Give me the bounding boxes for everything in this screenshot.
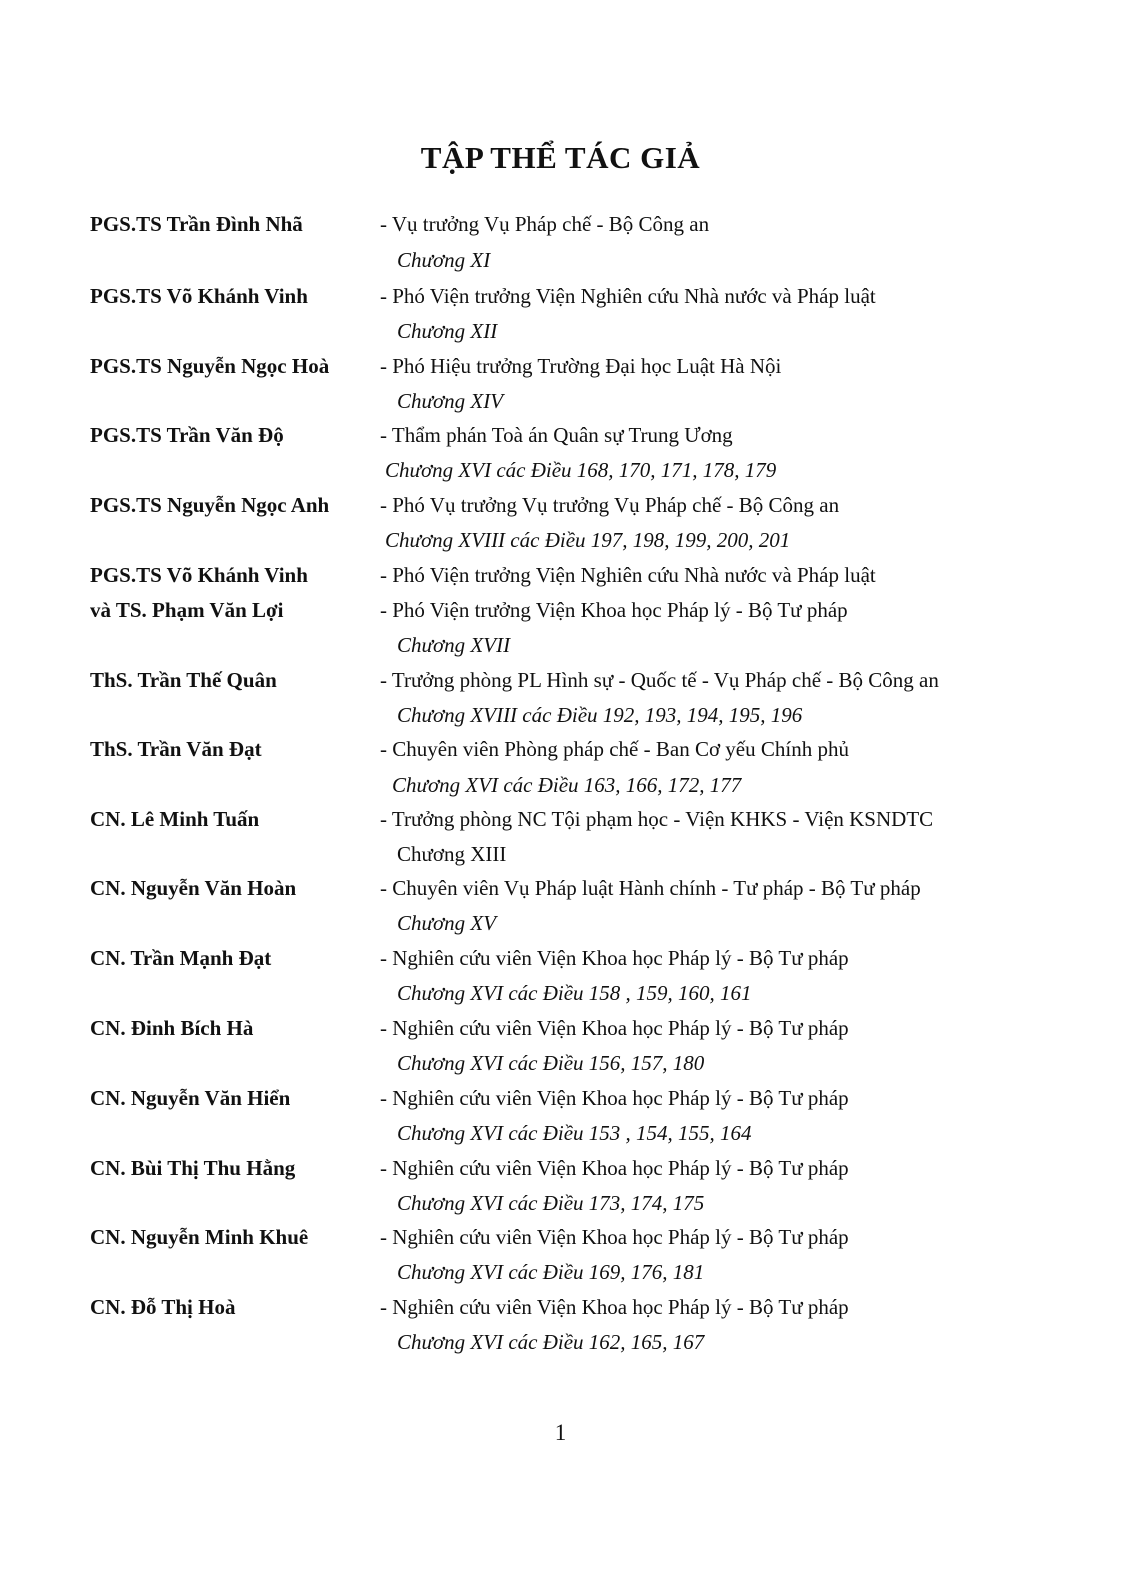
author-role: - Phó Vụ trưởng Vụ trưởng Vụ Pháp chế - Bộ Công an	[380, 493, 840, 517]
author-role: - Vụ trưởng Vụ Pháp chế - Bộ Công an	[380, 212, 710, 236]
author-name: PGS.TS Võ Khánh Vinh	[90, 563, 308, 587]
author-role: - Chuyên viên Vụ Pháp luật Hành chính - Tư pháp - Bộ Tư pháp	[380, 876, 921, 900]
author-name: CN. Trần Mạnh Đạt	[90, 946, 272, 970]
author-name: CN. Bùi Thị Thu Hằng	[90, 1156, 296, 1180]
author-chapter: Chương XI	[397, 248, 491, 272]
author-chapter: Chương XVIII các Điều 192, 193, 194, 195, 196	[397, 703, 803, 727]
author-chapter: Chương XII	[397, 319, 498, 343]
author-name: PGS.TS Trần Đình Nhã	[90, 212, 303, 236]
author-role: - Nghiên cứu viên Viện Khoa học Pháp lý - Bộ Tư pháp	[380, 1086, 849, 1110]
author-chapter: Chương XVI các Điều 163, 166, 172, 177	[392, 773, 742, 797]
author-name: ThS. Trần Thế Quân	[90, 668, 277, 692]
author-name: PGS.TS Nguyễn Ngọc Hoà	[90, 354, 330, 378]
author-role: - Trưởng phòng NC Tội phạm học - Viện KHKS - Viện KSNDTC	[380, 807, 934, 831]
author-chapter: Chương XVI các Điều 153 , 154, 155, 164	[397, 1121, 752, 1145]
author-name: ThS. Trần Văn Đạt	[90, 737, 262, 761]
author-role: - Chuyên viên Phòng pháp chế - Ban Cơ yếu Chính phủ	[380, 737, 849, 761]
author-name: CN. Đinh Bích Hà	[90, 1016, 254, 1040]
author-name: CN. Đỗ Thị Hoà	[90, 1295, 236, 1319]
author-name: PGS.TS Võ Khánh Vinh	[90, 284, 308, 308]
author-chapter: Chương XVIII các Điều 197, 198, 199, 200, 201	[385, 528, 791, 552]
author-chapter: Chương XIII	[397, 842, 507, 866]
author-chapter: Chương XVI các Điều 169, 176, 181	[397, 1260, 705, 1284]
author-chapter: Chương XVI các Điều 162, 165, 167	[397, 1330, 705, 1354]
page-number: 1	[554, 1420, 567, 1445]
author-role: - Nghiên cứu viên Viện Khoa học Pháp lý - Bộ Tư pháp	[380, 1156, 849, 1180]
author-chapter: Chương XVI các Điều 158 , 159, 160, 161	[397, 981, 752, 1005]
author-role: - Phó Viện trưởng Viện Nghiên cứu Nhà nước và Pháp luật	[380, 284, 876, 308]
author-chapter: Chương XV	[397, 911, 497, 935]
author-role: - Nghiên cứu viên Viện Khoa học Pháp lý - Bộ Tư pháp	[380, 1016, 849, 1040]
author-chapter: Chương XIV	[397, 389, 504, 413]
author-role-second: - Phó Viện trưởng Viện Khoa học Pháp lý - Bộ Tư pháp	[380, 598, 848, 622]
author-name-second: và TS. Phạm Văn Lợi	[90, 598, 284, 622]
author-role: - Nghiên cứu viên Viện Khoa học Pháp lý - Bộ Tư pháp	[380, 946, 849, 970]
author-name: PGS.TS Nguyễn Ngọc Anh	[90, 493, 330, 517]
author-role: - Phó Viện trưởng Viện Nghiên cứu Nhà nước và Pháp luật	[380, 563, 876, 587]
author-role: - Nghiên cứu viên Viện Khoa học Pháp lý - Bộ Tư pháp	[380, 1295, 849, 1319]
author-name: CN. Nguyễn Văn Hiển	[90, 1086, 291, 1110]
author-chapter: Chương XVI các Điều 168, 170, 171, 178, 179	[385, 458, 777, 482]
author-name: CN. Nguyễn Văn Hoàn	[90, 876, 297, 900]
author-name: CN. Lê Minh Tuấn	[90, 807, 260, 831]
author-role: - Nghiên cứu viên Viện Khoa học Pháp lý - Bộ Tư pháp	[380, 1225, 849, 1249]
author-role: - Trưởng phòng PL Hình sự - Quốc tế - Vụ Pháp chế - Bộ Công an	[380, 668, 939, 692]
author-chapter: Chương XVII	[397, 633, 511, 657]
author-name: PGS.TS Trần Văn Độ	[90, 423, 284, 447]
author-role: - Thẩm phán Toà án Quân sự Trung Ương	[380, 423, 733, 447]
page-title: TẬP THỂ TÁC GIẢ	[420, 140, 701, 175]
author-role: - Phó Hiệu trưởng Trường Đại học Luật Hà Nội	[380, 354, 782, 378]
author-chapter: Chương XVI các Điều 173, 174, 175	[397, 1191, 705, 1215]
author-chapter: Chương XVI các Điều 156, 157, 180	[397, 1051, 705, 1075]
author-name: CN. Nguyễn Minh Khuê	[90, 1225, 309, 1249]
